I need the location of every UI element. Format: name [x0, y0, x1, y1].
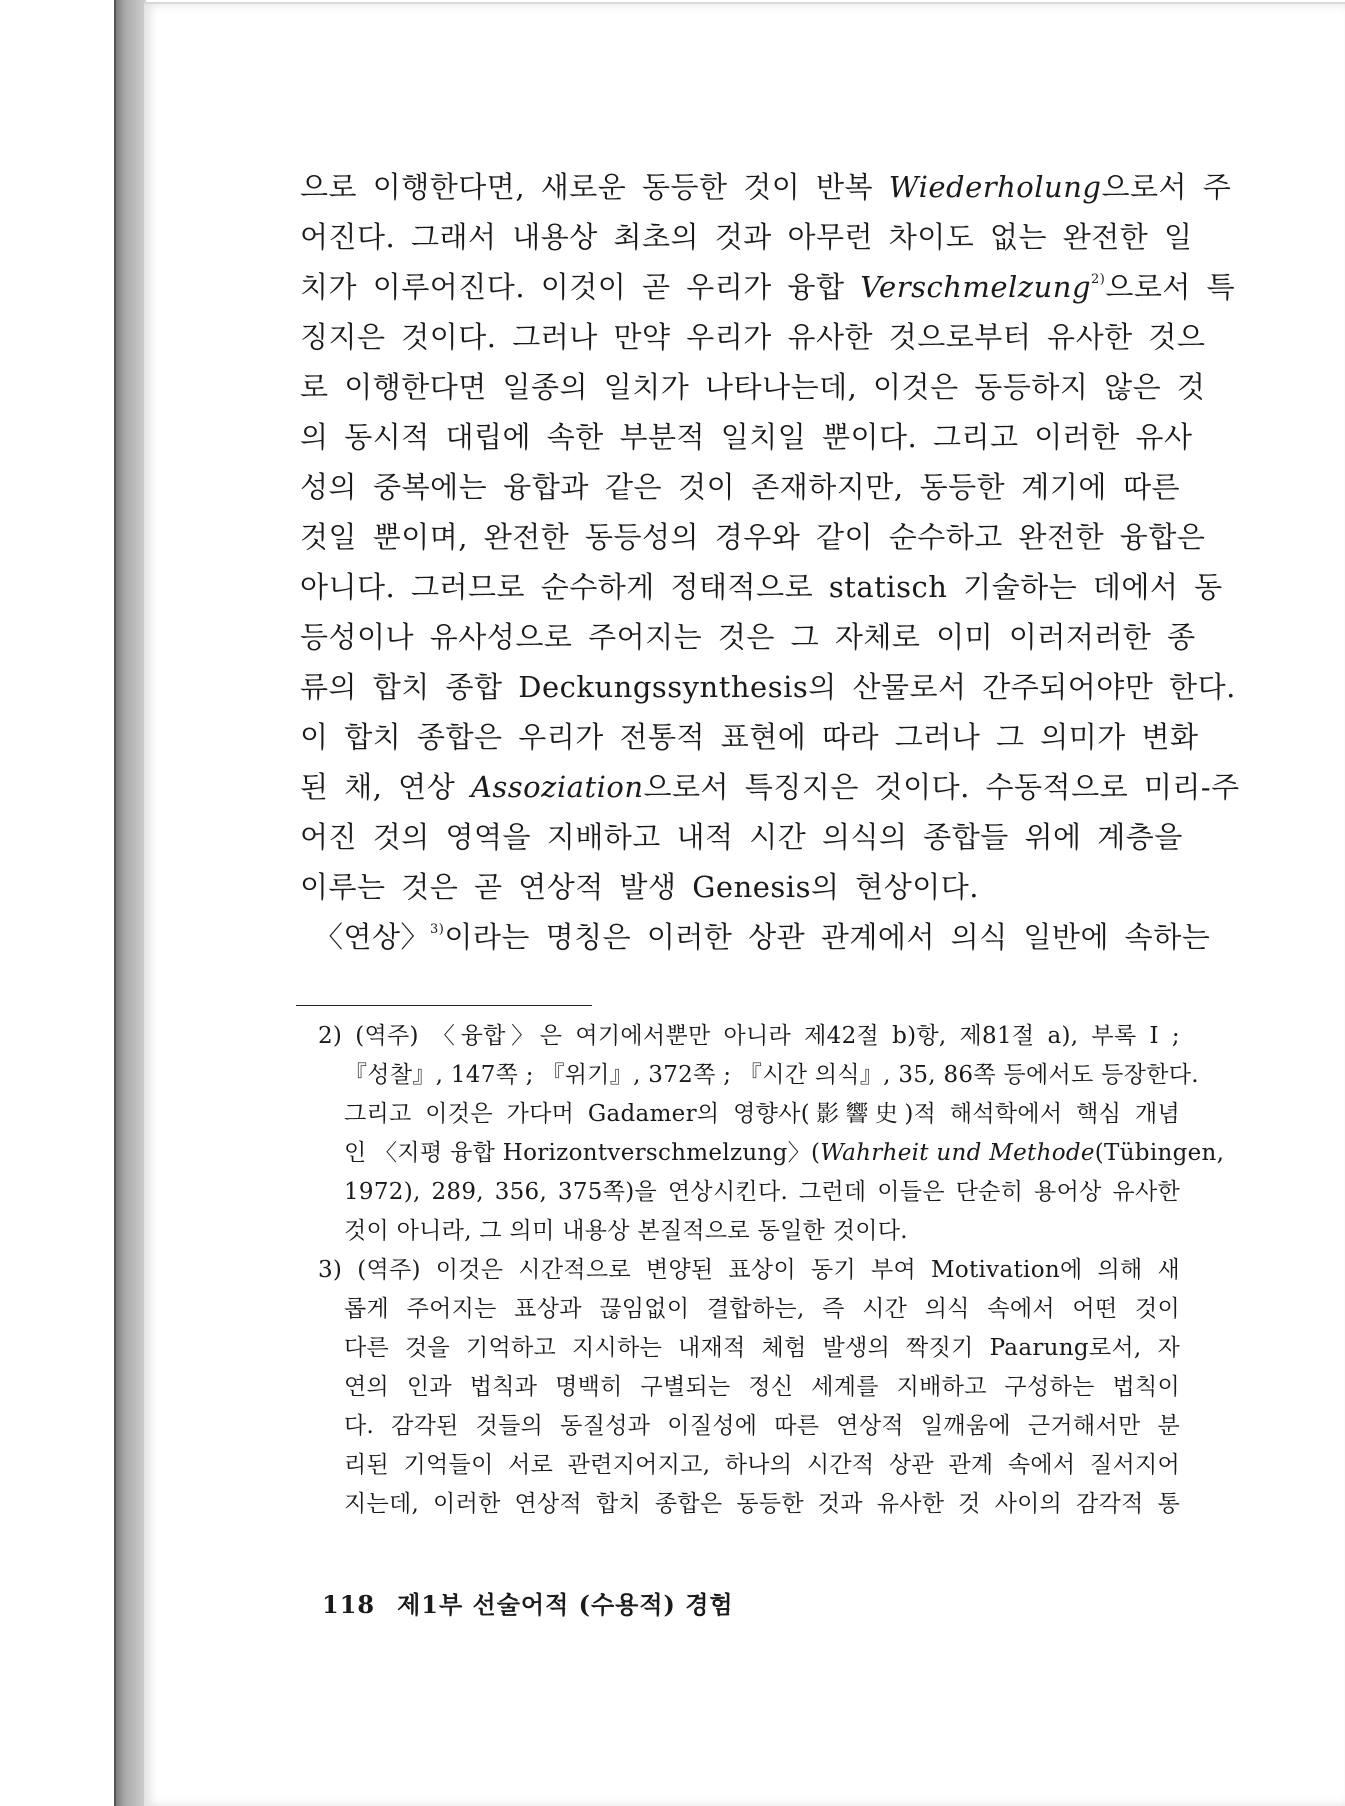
body-line: 아니다. 그러므로 순수하게 정태적으로 statisch 기술하는 데에서 동: [300, 570, 1223, 604]
page-number: 118: [322, 1590, 376, 1619]
body-line: 성의 중복에는 융합과 같은 것이 존재하지만, 동등한 계기에 따른: [300, 470, 1180, 504]
body-line: 이 합치 종합은 우리가 전통적 표현에 따라 그러나 그 의미가 변화: [300, 720, 1199, 754]
footnote-3-line: 리된 기억들이 서로 관련지어지고, 하나의 시간적 상관 관계 속에서 질서지어: [344, 1452, 1180, 1478]
footnote-3-line: 지는데, 이러한 연상적 합치 종합은 동등한 것과 유사한 것 사이의 감각적 통: [344, 1491, 1180, 1517]
footnote-3-line: 롭게 주어지는 표상과 끊임없이 결합하는, 즉 시간 의식 속에서 어떤 것이: [344, 1296, 1180, 1322]
footnote-2-line: 2) (역주) 〈융합〉은 여기에서뿐만 아니라 제42절 b)항, 제81절 a), 부록 I ;: [318, 1023, 1180, 1049]
body-line: 〈연상〉$^{3)}$이라는 명칭은 이러한 상관 관계에서 의식 일반에 속하는: [314, 920, 1211, 954]
body-line: 징지은 것이다. 그러나 만약 우리가 유사한 것으로부터 유사한 것으: [300, 320, 1206, 354]
footnote-2-line: 1972), 289, 356, 375쪽)을 연상시킨다. 그런데 이들은 단순히 용어상 유사한: [344, 1179, 1180, 1205]
body-line: 류의 합치 종합 Deckungssynthesis의 산물로서 간주되어야만 한다.: [300, 670, 1236, 704]
footnote-3-line: 연의 인과 법칙과 명백히 구별되는 정신 세계를 지배하고 구성하는 법칙이: [344, 1374, 1180, 1400]
body-text: [300, 162, 1240, 962]
book-spine-edge: [114, 0, 146, 1806]
footnote-2-line: 인 〈지평 융합 Horizontverschmelzung〉(Wahrheit und Methode(Tübingen,: [344, 1140, 1225, 1166]
footnote-3-line: 3) (역주) 이것은 시간적으로 변양된 표상이 동기 부여 Motivation에 의해 새: [318, 1257, 1180, 1283]
footnote-2-line: 『성찰』, 147쪽 ; 『위기』, 372쪽 ; 『시간 의식』, 35, 86쪽 등에서도 등장한다.: [344, 1062, 1199, 1088]
footnote-3-line: 다른 것을 기억하고 지시하는 내재적 체험 발생의 짝짓기 Paarung로서, 자: [344, 1335, 1180, 1361]
body-line: 등성이나 유사성으로 주어지는 것은 그 자체로 이미 이러저러한 종: [300, 620, 1196, 654]
body-line: 어진 것의 영역을 지배하고 내적 시간 의식의 종합들 위에 계층을: [300, 820, 1183, 854]
footnote-2-line: 것이 아니라, 그 의미 내용상 본질적으로 동일한 것이다.: [344, 1218, 908, 1244]
body-line: 으로 이행한다면, 새로운 동등한 것이 반복 Wiederholung으로서 주: [300, 170, 1232, 204]
page-footer: [322, 1585, 734, 1620]
body-line: 치가 이루어진다. 이것이 곧 우리가 융합 Verschmelzung$^{2)}$으로서 특: [300, 270, 1236, 304]
footnotes: [318, 1017, 1225, 1524]
footnote-3-line: 다. 감각된 것들의 동질성과 이질성에 따른 연상적 일깨움에 근거해서만 분: [344, 1413, 1180, 1439]
footnote-separator: [296, 1005, 592, 1006]
body-line: 된 채, 연상 Assoziation으로서 특징지은 것이다. 수동적으로 미리-주: [300, 770, 1240, 804]
body-line: 것일 뿐이며, 완전한 동등성의 경우와 같이 순수하고 완전한 융합은: [300, 520, 1206, 554]
body-line: 이루는 것은 곧 연상적 발생 Genesis의 현상이다.: [300, 870, 979, 904]
footnote-2-line: 그리고 이것은 가다머 Gadamer의 영향사(影響史)적 해석학에서 핵심 개념: [344, 1101, 1180, 1127]
body-line: 어진다. 그래서 내용상 최초의 것과 아무런 차이도 없는 완전한 일: [300, 220, 1193, 254]
body-line: 로 이행한다면 일종의 일치가 나타나는데, 이것은 동등하지 않은 것: [300, 370, 1206, 404]
body-line: 의 동시적 대립에 속한 부분적 일치일 뿐이다. 그리고 이러한 유사: [300, 420, 1193, 454]
running-head: 제1부 선술어적 (수용적) 경험: [397, 1590, 734, 1619]
